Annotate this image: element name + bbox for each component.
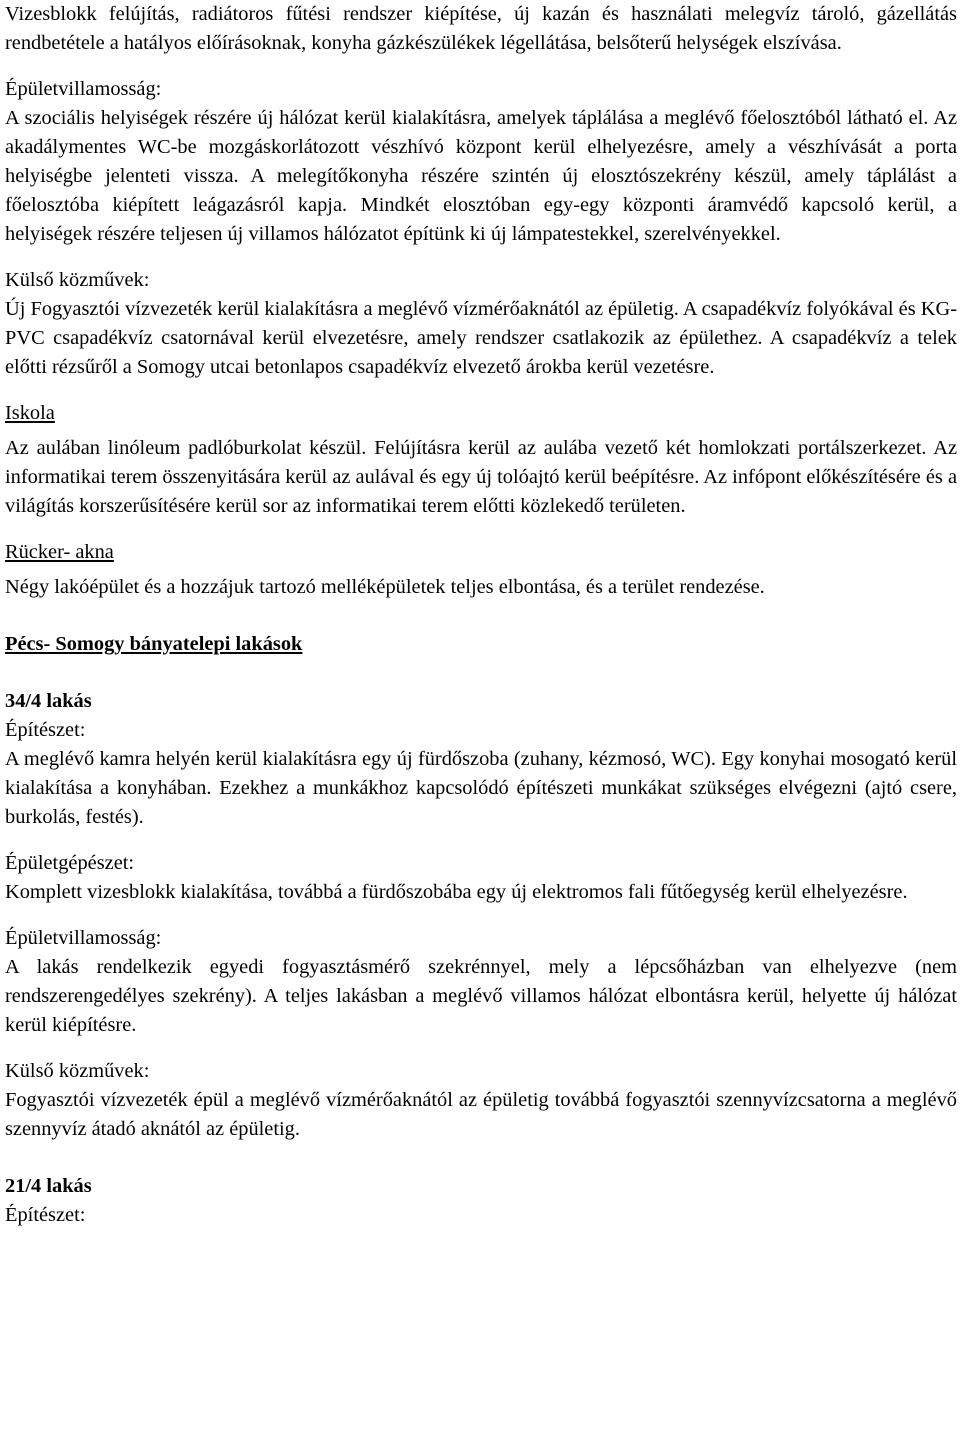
subheading-kozmuvek-lakas: Külső közművek: xyxy=(5,1060,150,1082)
epiteszet-paragraph: A meglévő kamra helyén kerül kialakításra egy új fürdőszoba (zuhany, kézmosó, WC). Egy konyhai mosogató kerül kialakítása a konyhában. Ezekhez a munkákhoz kapcsolódó építészeti munkákat szükséges elvégezni (ajtó csere, burkolás, festés). xyxy=(5,748,957,828)
kozmuvek-paragraph: Új Fogyasztói vízvezeték kerül kialakításra a meglévő vízmérőaknától az épületig. A csapadékvíz folyókával és KG-PVC csapadékvíz csatornával kerül elvezetésre, amely rendszer csatlakozik az épülethez. A csapadékvíz a telek előtti rézsűről a Somogy utcai betonlapos csapadékvíz elvezető árokba kerül vezetésre. xyxy=(5,298,957,378)
subheading-villamossag-lakas: Épületvillamosság: xyxy=(5,927,162,949)
kozmuvek-lakas-paragraph: Fogyasztói vízvezeték épül a meglévő vízmérőaknától az épületig továbbá fogyasztói szennyvízcsatorna a meglévő szennyvíz átadó aknától az épületig. xyxy=(5,1089,957,1140)
subheading-kozmuvek: Külső közművek: xyxy=(5,269,150,291)
heading-lakas-21-4: 21/4 lakás xyxy=(5,1175,92,1197)
section-heading-iskola: Iskola xyxy=(5,402,55,424)
rucker-paragraph: Négy lakóépület és a hozzájuk tartozó melléképületek teljes elbontása, és a terület rendezése. xyxy=(5,576,765,598)
section-heading-pecs: Pécs- Somogy bányatelepi lakások xyxy=(5,633,303,655)
epuletgepeszet-paragraph: Komplett vizesblokk kialakítása, továbbá a fürdőszobába egy új elektromos fali fűtőegység kerül elhelyezésre. xyxy=(5,881,908,903)
subheading-epiteszet-21: Építészet: xyxy=(5,1204,86,1226)
iskola-paragraph: Az aulában linóleum padlóburkolat készül. Felújításra kerül az aulába vezető két homlokzati portálszerkezet. Az informatikai terem összenyitására kerül az aulával és egy új tolóajtó kerül beépítésre. Az infópont előkészítésére és a világítás korszerűsítésére kerül sor az informatikai terem előtti közlekedő területen. xyxy=(5,437,957,517)
subheading-epiteszet: Építészet: xyxy=(5,719,86,741)
intro-paragraph: Vizesblokk felújítás, radiátoros fűtési rendszer kiépítése, új kazán és használati melegvíz tároló, gázellátás rendbetétele a hatályos előírásoknak, konyha gázkészülékek légellátása, belsőterű helységek elszívása. xyxy=(5,3,957,54)
heading-lakas-34-4: 34/4 lakás xyxy=(5,690,92,712)
subheading-epuletgepeszet: Épületgépészet: xyxy=(5,852,135,874)
villamossag-lakas-paragraph: A lakás rendelkezik egyedi fogyasztásmérő szekrénnyel, mely a lépcsőházban van elhelyezve (nem rendszerengedélyes szekrény). A teljes lakásban a meglévő villamos hálózat elbontásra kerül, helyette új hálózat kerül kiépítésre. xyxy=(5,956,957,1036)
villamossag-paragraph: A szociális helyiségek részére új hálózat kerül kialakításra, amelyek táplálása a meglévő főelosztóból látható el. Az akadálymentes WC-be mozgáskorlátozott vészhívó központ kerül elhelyezésre, amely a vészhívását a porta helyiségbe jelenteti vissza. A melegítőkonyha részére szintén új elosztószekrény készül, amely táplálást a főelosztóba kiépített leágazásról kapja. Mindkét elosztóban egy-egy központi áramvédő kapcsoló kerül, a helyiségek részére teljesen új villamos hálózatot építünk ki új lámpatestekkel, szerelvényekkel. xyxy=(5,107,957,245)
subheading-villamossag: Épületvillamosság: xyxy=(5,78,162,100)
section-heading-rucker: Rücker- akna xyxy=(5,541,114,563)
